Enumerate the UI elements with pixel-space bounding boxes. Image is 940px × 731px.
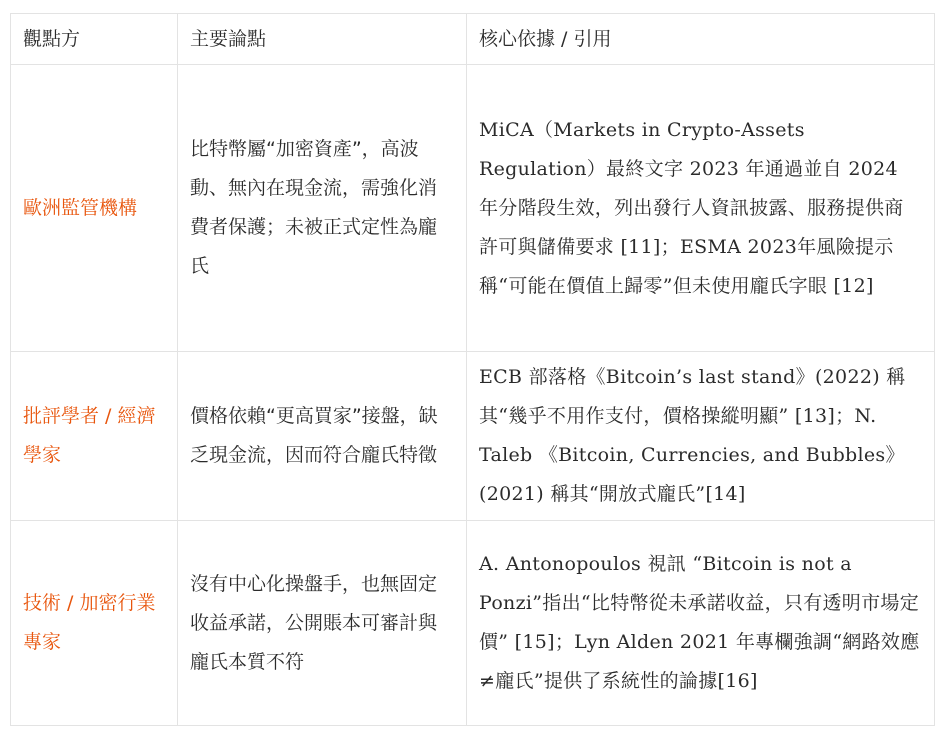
argument-cell: 比特幣屬“加密資產”，高波動、無內在現金流，需強化消費者保護；未被正式定性為龐氏 <box>178 65 467 352</box>
evidence-cell: ECB 部落格《Bitcoin’s last stand》(2022) 稱其“幾乎不用作支付，價格操縱明顯” [13]；N. Taleb 《Bitcoin, Currencies, and Bubbles》(2021) 稱其“開放式龐氏”[14] <box>467 352 935 521</box>
comparison-table <box>10 13 935 726</box>
argument-cell: 沒有中心化操盤手，也無固定收益承諾，公開賬本可審計與龐氏本質不符 <box>178 521 467 726</box>
perspective-cell: 批評學者 / 經濟學家 <box>11 352 178 521</box>
argument-cell: 價格依賴“更高買家”接盤，缺乏現金流，因而符合龐氏特徵 <box>178 352 467 521</box>
header-row <box>11 14 935 65</box>
evidence-cell: MiCA（Markets in Crypto-Assets Regulation）最終文字 2023 年通過並自 2024 年分階段生效，列出發行人資訊披露、服務提供商許可與儲備要求 [11]；ESMA 2023年風險提示稱“可能在價值上歸零”但未使用龐氏字眼 [12] <box>467 65 935 352</box>
header-evidence: 核心依據 / 引用 <box>467 14 935 65</box>
table-row <box>11 521 935 726</box>
evidence-cell: A. Antonopoulos 視訊 “Bitcoin is not a Ponzi”指出“比特幣從未承諾收益，只有透明市場定價” [15]；Lyn Alden 2021 年專欄強調“網路效應 ≠龐氏”提供了系統性的論據[16] <box>467 521 935 726</box>
perspective-cell: 歐洲監管機構 <box>11 65 178 352</box>
table-row <box>11 352 935 521</box>
header-perspective: 觀點方 <box>11 14 178 65</box>
table-row <box>11 65 935 352</box>
header-main-argument: 主要論點 <box>178 14 467 65</box>
perspective-cell: 技術 / 加密行業專家 <box>11 521 178 726</box>
